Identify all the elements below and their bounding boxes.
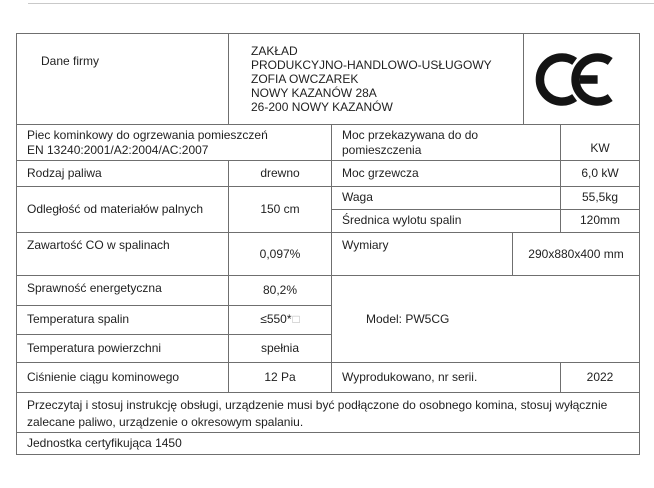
company-line-5: 26-200 NOWY KAZANÓW [251, 100, 393, 114]
flue-gas-temp-value: ≤550* [260, 312, 292, 327]
spec-value-efficiency: 80,2% [262, 282, 298, 297]
spec-value-heating-power: 6,0 kW [581, 166, 619, 180]
spec-value-fuel: drewno [229, 161, 332, 186]
weight-flue-subcolumn [332, 187, 639, 232]
company-line-4: NOWY KAZANÓW 28A [251, 86, 377, 100]
spec-label-weight: Waga [332, 187, 561, 209]
spec-value-draught: 12 Pa [229, 363, 332, 392]
temperature-subcolumn [17, 276, 332, 362]
ce-mark-icon [534, 49, 629, 110]
heat-output-unit: KW [590, 141, 610, 155]
spec-value-flue-gas-temp [229, 306, 331, 335]
product-name: Piec kominkowy do ogrzewania pomieszczeń [27, 127, 268, 142]
spec-value-flue-diameter: 120mm [579, 213, 620, 227]
spec-value-dimensions: 290x880x400 mm [528, 246, 624, 261]
spec-label-flue-gas-temp: Temperatura spalin [17, 306, 229, 335]
draught-production-row [17, 363, 639, 393]
company-line-1: ZAKŁAD [251, 44, 298, 58]
rating-plate-table [16, 33, 640, 455]
product-name-cell [17, 125, 332, 160]
company-data-label: Dane firmy [17, 34, 229, 124]
warning-row [17, 393, 639, 433]
product-standard: EN 13240:2001/A2:2004/AC:2007 [27, 142, 209, 157]
spec-label-heating-power: Moc grzewcza [332, 161, 561, 186]
company-line-2: PRODUKCYJNO-HANDLOWO-USŁUGOWY [251, 58, 492, 72]
scan-edge-line [28, 3, 654, 4]
spec-label-flue-diameter: Średnica wylotu spalin [332, 210, 561, 232]
spec-label-fuel: Rodzaj paliwa [17, 161, 229, 186]
spec-label-distance: Odległość od materiałów palnych [17, 187, 229, 232]
certifying-body-text: Jednostka certyfikująca 1450 [27, 436, 182, 450]
spec-value-co-content: 0,097% [229, 233, 332, 275]
missing-glyph-box: □ [292, 312, 300, 327]
spec-value-distance: 150 cm [229, 187, 332, 232]
spec-label-efficiency: Sprawność energetyczna [17, 276, 229, 305]
standard-row [17, 125, 639, 161]
efficiency-model-row [17, 276, 639, 363]
flue-gas-temp-subrow [17, 306, 331, 336]
fuel-row [17, 161, 639, 187]
spec-label-co-content: Zawartość CO w spalinach [17, 233, 229, 275]
flue-diameter-subrow [332, 210, 639, 232]
distance-weight-row [17, 187, 639, 233]
efficiency-subrow [17, 276, 331, 306]
co-dimensions-row [17, 233, 639, 276]
model-cell: Model: PW5CG [366, 311, 450, 326]
surface-temp-subrow [17, 335, 331, 362]
spec-value-surface-temp: spełnia [260, 341, 300, 356]
company-line-3: ZOFIA OWCZAREK [251, 72, 359, 86]
warning-text: Przeczytaj i stosuj instrukcję obsługi, urządzenie musi być podłączone do osobnego komina, stosuj wyłącznie zalecane paliwo, urządzenie o okresowym spalaniu. [27, 398, 608, 429]
spec-value-production: 2022 [586, 370, 614, 384]
spec-value-weight: 55,5kg [581, 190, 619, 205]
heat-output-label: Moc przekazywana do do pomieszczenia [332, 125, 561, 160]
certifying-body-row [17, 433, 639, 454]
spec-label-dimensions: Wymiary [332, 233, 513, 275]
ce-mark-cell [524, 34, 639, 124]
company-row [17, 34, 639, 125]
spec-label-surface-temp: Temperatura powierzchni [17, 335, 229, 362]
weight-subrow [332, 187, 639, 210]
spec-label-draught: Ciśnienie ciągu kominowego [17, 363, 229, 392]
company-address [229, 34, 524, 124]
spec-label-production: Wyprodukowano, nr serii. [332, 363, 561, 392]
